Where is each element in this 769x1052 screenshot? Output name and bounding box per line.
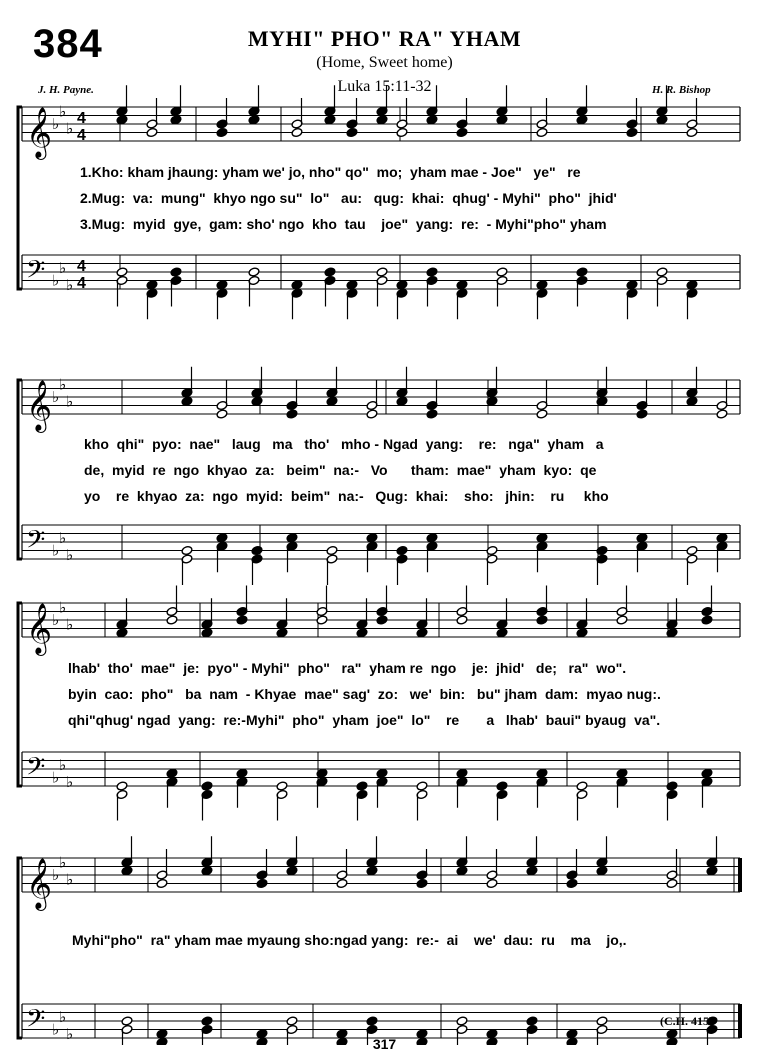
note-head: [526, 1016, 538, 1026]
note-head: [536, 127, 548, 137]
note-head: [216, 280, 228, 290]
note-head: [376, 615, 388, 625]
note-head: [426, 115, 438, 125]
flat-sign: ♭: [52, 115, 60, 133]
note-head: [616, 615, 628, 625]
note-head: [116, 781, 128, 791]
flat-sign: ♭: [59, 258, 67, 277]
time-signature: 4: [77, 275, 86, 292]
note-head: [116, 115, 128, 125]
flat-sign: ♭: [66, 615, 74, 634]
note-head: [666, 878, 678, 888]
note-head: [456, 280, 468, 290]
note-head: [251, 545, 263, 555]
treble-clef: 𝄞: [26, 380, 53, 431]
note-head: [156, 878, 168, 888]
flat-sign: ♭: [52, 271, 60, 290]
note-head: [716, 533, 728, 543]
note-head: [286, 1016, 298, 1026]
note-head: [456, 127, 468, 137]
note-head: [201, 628, 213, 638]
note-head: [336, 878, 348, 888]
note-head: [686, 545, 698, 555]
flat-sign: ♭: [59, 102, 67, 121]
note-head: [116, 628, 128, 638]
note-head: [396, 280, 408, 290]
note-head: [426, 267, 438, 277]
note-head: [166, 615, 178, 625]
note-head: [146, 127, 158, 137]
note-head: [291, 280, 303, 290]
note-head: [656, 115, 668, 125]
note-head: [116, 267, 128, 277]
hymn-number: 384: [33, 22, 103, 66]
note-head: [536, 768, 548, 778]
treble-clef: 𝄞: [26, 603, 53, 654]
bass-clef: 𝄢: [26, 525, 46, 561]
lyric-line: 3.Mug: myid gye, gam: sho' ngo kho tau joe" yang: re: - Myhi"pho" yham: [80, 216, 607, 232]
note-head: [486, 878, 498, 888]
note-head: [236, 615, 248, 625]
note-head: [356, 781, 368, 791]
note-head: [201, 1016, 213, 1026]
note-head: [396, 396, 408, 406]
flat-sign: ♭: [66, 119, 74, 138]
note-head: [216, 409, 228, 419]
flat-sign: ♭: [59, 598, 67, 617]
note-head: [496, 781, 508, 791]
treble-clef: 𝄞: [26, 858, 53, 909]
note-head: [236, 768, 248, 778]
lyric-line: lhab' tho' mae" je: pyo" - Myhi" pho" ra" yham re ngo je: jhid' de; ra" wo".: [68, 660, 627, 676]
flat-sign: ♭: [59, 1007, 67, 1026]
lyric-line: 2.Mug: va: mung" khyo ngo su" lo" au: qug: khai: qhug' - Myhi" pho" jhid': [80, 190, 617, 206]
note-head: [366, 866, 378, 876]
note-head: [366, 1016, 378, 1026]
flat-sign: ♭: [66, 1024, 74, 1043]
note-head: [324, 267, 336, 277]
note-head: [456, 615, 468, 625]
note-head: [326, 396, 338, 406]
bass-clef: 𝄢: [26, 1004, 46, 1040]
note-head: [686, 396, 698, 406]
note-head: [576, 115, 588, 125]
note-head: [276, 781, 288, 791]
note-head: [656, 267, 668, 277]
note-head: [576, 267, 588, 277]
lyric-line: yo re khyao za: ngo myid: beim" na:- Qug: khai: sho: jhin: ru kho: [84, 488, 609, 504]
note-head: [496, 267, 508, 277]
note-head: [716, 409, 728, 419]
bass-clef: 𝄢: [26, 255, 46, 291]
note-head: [376, 768, 388, 778]
note-head: [536, 280, 548, 290]
lyric-line: kho qhi" pyo: nae" laug ma tho' mho - Ngad yang: re: nga" yham a: [84, 436, 604, 452]
note-head: [121, 1016, 133, 1026]
note-head: [616, 768, 628, 778]
flat-sign: ♭: [66, 275, 74, 294]
note-head: [396, 127, 408, 137]
note-head: [686, 280, 698, 290]
note-head: [536, 533, 548, 543]
note-head: [456, 1016, 468, 1026]
note-head: [256, 878, 268, 888]
flat-sign: ♭: [52, 611, 60, 629]
note-head: [526, 866, 538, 876]
note-head: [496, 115, 508, 125]
flat-sign: ♭: [52, 1020, 60, 1039]
scripture-reference: Luka 15:11-32: [337, 78, 432, 95]
note-head: [356, 628, 368, 638]
note-head: [248, 115, 260, 125]
note-head: [576, 781, 588, 791]
lyric-line: byin cao: pho" ba nam - Khyae mae" sag' zo: we' bin: bu" jham dam: myao nug:.: [68, 686, 661, 702]
note-head: [346, 280, 358, 290]
bass-clef: 𝄢: [26, 752, 46, 788]
composer-credit: H. R. Bishop: [652, 84, 711, 96]
time-signature: 4: [77, 127, 86, 144]
note-head: [346, 127, 358, 137]
note-head: [286, 866, 298, 876]
note-head: [248, 267, 260, 277]
time-signature: 4: [77, 258, 86, 275]
note-head: [566, 878, 578, 888]
flat-sign: ♭: [66, 772, 74, 791]
note-head: [456, 768, 468, 778]
flat-sign: ♭: [52, 541, 60, 560]
catalog-reference: (C.H. 415): [660, 1014, 713, 1028]
note-head: [366, 409, 378, 419]
flat-sign: ♭: [52, 768, 60, 787]
time-signature: 4: [77, 110, 86, 127]
lyric-line: qhi"qhug' ngad yang: re:-Myhi" pho" yham joe" lo" re a lhab' baui" byaug va".: [68, 712, 661, 728]
note-head: [170, 115, 182, 125]
flat-sign: ♭: [59, 528, 67, 547]
note-head: [376, 267, 388, 277]
flat-sign: ♭: [52, 388, 60, 406]
note-head: [416, 878, 428, 888]
note-head: [496, 628, 508, 638]
note-head: [181, 545, 193, 555]
lyric-line: Myhi"pho" ra" yham mae myaung sho:ngad yang: re:- ai we' dau: ru ma jo,.: [72, 932, 627, 948]
note-head: [216, 533, 228, 543]
flat-sign: ♭: [52, 866, 60, 884]
note-head: [686, 127, 698, 137]
note-head: [216, 127, 228, 137]
note-head: [536, 409, 548, 419]
hymn-title: MYHI" PHO" RA" YHAM: [247, 26, 522, 51]
note-head: [181, 396, 193, 406]
note-head: [426, 409, 438, 419]
flat-sign: ♭: [59, 755, 67, 774]
note-head: [636, 533, 648, 543]
note-head: [426, 533, 438, 543]
flat-sign: ♭: [59, 853, 67, 872]
note-head: [456, 866, 468, 876]
lyric-line: 1.Kho: kham jhaung: yham we' jo, nho" qo" mo; yham mae - Joe" ye" re: [80, 164, 581, 180]
note-head: [291, 127, 303, 137]
note-head: [286, 409, 298, 419]
lyric-line: de, myid re ngo khyao za: beim" na:- Vo tham: mae" yham kyo: qe: [84, 462, 597, 478]
note-head: [701, 615, 713, 625]
note-head: [121, 866, 133, 876]
note-head: [324, 115, 336, 125]
note-head: [201, 781, 213, 791]
note-head: [416, 781, 428, 791]
flat-sign: ♭: [66, 870, 74, 889]
note-head: [536, 615, 548, 625]
page-number: 317: [372, 1036, 397, 1052]
note-head: [596, 1016, 608, 1026]
treble-clef: 𝄞: [26, 107, 53, 158]
note-head: [286, 533, 298, 543]
flat-sign: ♭: [66, 392, 74, 411]
note-head: [416, 628, 428, 638]
note-head: [366, 533, 378, 543]
note-head: [626, 127, 638, 137]
note-head: [701, 768, 713, 778]
flat-sign: ♭: [66, 545, 74, 564]
note-head: [376, 115, 388, 125]
note-head: [326, 545, 338, 555]
note-head: [146, 280, 158, 290]
note-head: [636, 409, 648, 419]
hymn-subtitle: (Home, Sweet home): [316, 54, 453, 71]
note-head: [201, 866, 213, 876]
note-head: [166, 768, 178, 778]
lyricist-credit: J. H. Payne.: [38, 84, 94, 96]
note-head: [396, 545, 408, 555]
note-head: [170, 267, 182, 277]
note-head: [706, 866, 718, 876]
flat-sign: ♭: [59, 375, 67, 394]
note-head: [576, 628, 588, 638]
note-head: [626, 280, 638, 290]
note-head: [276, 628, 288, 638]
note-head: [596, 866, 608, 876]
note-head: [251, 396, 263, 406]
